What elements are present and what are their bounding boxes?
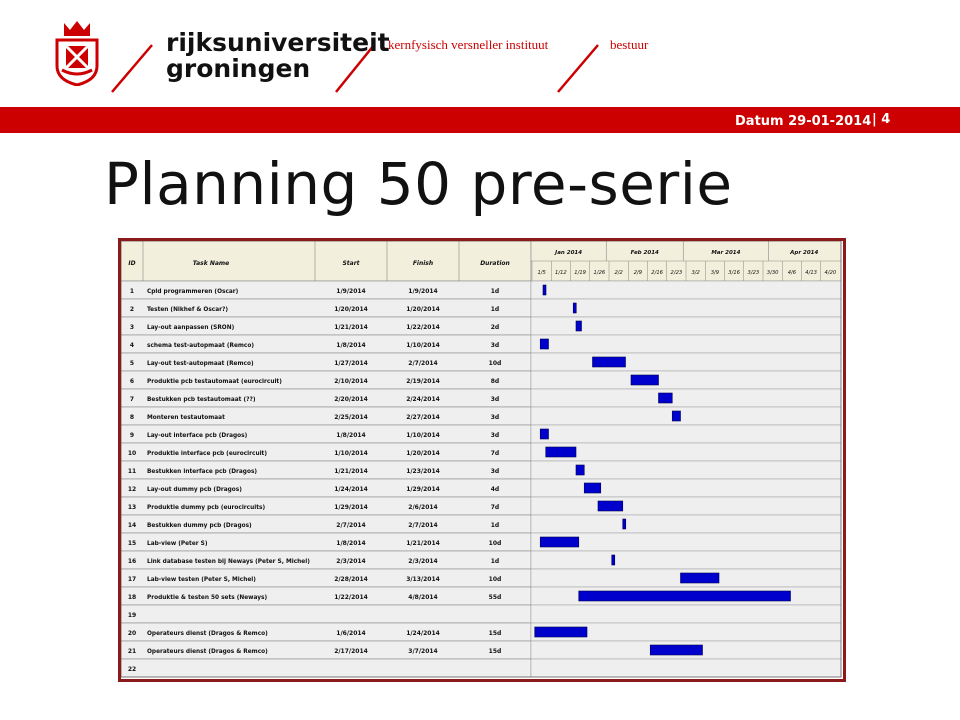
task-id: 15 [127, 540, 137, 547]
gantt-week-label: 2/23 [670, 270, 683, 276]
task-finish: 1/10/2014 [406, 432, 440, 439]
gantt-row-track [531, 515, 841, 533]
task-start: 2/10/2014 [334, 378, 368, 385]
gantt-week-label: 3/23 [747, 270, 760, 276]
task-finish: 1/22/2014 [406, 324, 440, 331]
task-id: 21 [127, 648, 137, 655]
task-duration: 10d [488, 540, 502, 547]
gantt-row-track [531, 479, 841, 497]
task-start: 1/6/2014 [336, 630, 366, 637]
task-duration: 4d [490, 486, 500, 493]
task-name: Operateurs dienst (Dragos & Remco) [147, 649, 268, 655]
gantt-week-label: 1/5 [537, 270, 546, 276]
task-start: 1/24/2014 [334, 486, 368, 493]
task-id: 2 [129, 306, 135, 313]
task-duration: 1d [490, 522, 500, 529]
gantt-week-label: 1/19 [574, 270, 586, 276]
task-finish: 1/23/2014 [406, 468, 440, 475]
task-id: 10 [127, 450, 137, 457]
task-id: 8 [129, 414, 135, 421]
section-link[interactable]: bestuur [610, 37, 649, 52]
task-start: 2/28/2014 [334, 576, 368, 583]
task-start: 2/17/2014 [334, 648, 368, 655]
task-name: Bestukken pcb testautomaat (??) [147, 397, 256, 403]
task-start: 1/27/2014 [334, 360, 368, 367]
gantt-week-label: 3/30 [766, 270, 779, 276]
task-finish: 2/27/2014 [406, 414, 440, 421]
task-duration: 3d [490, 342, 500, 349]
gantt-bar [573, 303, 576, 313]
task-finish: 1/29/2014 [406, 486, 440, 493]
task-duration: 1d [490, 306, 500, 313]
gantt-column-header: Duration [480, 260, 510, 267]
task-id: 11 [127, 468, 137, 475]
task-duration: 10d [488, 360, 502, 367]
task-name: Bestukken dummy pcb (Dragos) [147, 523, 252, 529]
task-duration: 1d [490, 558, 500, 565]
task-finish: 3/7/2014 [408, 648, 438, 655]
gantt-row-track [531, 443, 841, 461]
gantt-bar [650, 645, 702, 655]
university-name-line1: rijksuniversiteit [166, 28, 390, 57]
task-name: Produktie & testen 50 sets (Neways) [147, 595, 268, 601]
task-finish: 1/10/2014 [406, 342, 440, 349]
task-finish: 1/20/2014 [406, 306, 440, 313]
gantt-week-label: 4/6 [787, 270, 797, 276]
task-start: 1/10/2014 [334, 450, 368, 457]
table-row [121, 659, 531, 677]
gantt-bar [631, 375, 659, 385]
gantt-week-label: 4/13 [805, 270, 817, 276]
task-finish: 3/13/2014 [406, 576, 440, 583]
task-finish: 2/6/2014 [408, 504, 438, 511]
task-name: Link database testen bij Neways (Peter S, Michel) [147, 559, 310, 565]
slide-date: Datum 29-01-2014 [735, 114, 872, 129]
task-start: 1/21/2014 [334, 324, 368, 331]
gantt-bar [681, 573, 720, 583]
task-name: Testen (Nikhef & Oscar?) [147, 307, 229, 313]
gantt-column-header: Finish [412, 260, 434, 267]
task-start: 1/22/2014 [334, 594, 368, 601]
task-duration: 3d [490, 414, 500, 421]
table-row [121, 605, 531, 623]
task-name: Produktie dummy pcb (eurocircuits) [147, 505, 266, 511]
department-link[interactable]: kernfysisch versneller instituut [388, 37, 549, 52]
gantt-bar [546, 447, 576, 457]
gantt-bar [612, 555, 615, 565]
gantt-week-label: 3/2 [691, 270, 700, 276]
task-id: 3 [129, 324, 135, 331]
gantt-week-label: 4/20 [824, 270, 837, 276]
task-id: 1 [129, 288, 135, 295]
gantt-bar [535, 627, 587, 637]
gantt-week-label: 2/9 [633, 270, 643, 276]
task-duration: 3d [490, 432, 500, 439]
gantt-row-track [531, 389, 841, 407]
task-duration: 15d [488, 648, 502, 655]
task-name: Lay-out test-autopmaat (Remco) [147, 361, 254, 367]
task-id: 17 [127, 576, 137, 583]
task-name: Lay-out interface pcb (Dragos) [147, 433, 248, 439]
task-finish: 1/9/2014 [408, 288, 438, 295]
task-start: 1/20/2014 [334, 306, 368, 313]
task-duration: 3d [490, 468, 500, 475]
gantt-row-track [531, 551, 841, 569]
task-name: Produktie pcb testautomaat (eurocircuit) [147, 379, 282, 385]
task-id: 18 [127, 594, 137, 601]
gantt-bar [659, 393, 673, 403]
task-start: 2/7/2014 [336, 522, 366, 529]
task-id: 12 [127, 486, 137, 493]
task-id: 9 [129, 432, 135, 439]
task-name: Operateurs dienst (Dragos & Remco) [147, 631, 268, 637]
task-finish: 1/20/2014 [406, 450, 440, 457]
gantt-bar [576, 465, 584, 475]
task-finish: 4/8/2014 [408, 594, 438, 601]
university-name-line2: groningen [166, 54, 311, 83]
university-name [166, 30, 390, 82]
gantt-bar [623, 519, 626, 529]
gantt-month-label: Apr 2014 [790, 250, 819, 256]
task-finish: 1/21/2014 [406, 540, 440, 547]
gantt-bar [584, 483, 601, 493]
task-start: 1/8/2014 [336, 432, 366, 439]
gantt-week-label: 2/16 [651, 270, 663, 276]
task-start: 2/25/2014 [334, 414, 368, 421]
task-finish: 2/19/2014 [406, 378, 440, 385]
header-divider-slashes [0, 0, 960, 107]
task-duration: 55d [488, 594, 502, 601]
gantt-month-label: Jan 2014 [555, 250, 583, 256]
task-finish: 2/7/2014 [408, 522, 438, 529]
gantt-month-label: Feb 2014 [630, 250, 659, 256]
task-name: schema test-autopmaat (Remco) [147, 343, 254, 349]
gantt-week-label: 3/16 [728, 270, 740, 276]
gantt-row-track [531, 335, 841, 353]
task-duration: 8d [490, 378, 500, 385]
task-id: 5 [129, 360, 135, 367]
task-duration: 10d [488, 576, 502, 583]
gantt-row-track [531, 659, 841, 677]
task-name: Lay-out aanpassen (SRON) [147, 325, 235, 331]
gantt-bar [540, 537, 579, 547]
task-duration: 15d [488, 630, 502, 637]
task-finish: 2/3/2014 [408, 558, 438, 565]
task-start: 2/20/2014 [334, 396, 368, 403]
gantt-row-track [531, 371, 841, 389]
gantt-column-header: Task Name [192, 260, 230, 267]
gantt-bar [543, 285, 546, 295]
gantt-bar [576, 321, 582, 331]
task-id: 19 [127, 612, 137, 619]
gantt-bar [598, 501, 623, 511]
gantt-month-label: Mar 2014 [711, 250, 741, 256]
task-start: 1/29/2014 [334, 504, 368, 511]
task-finish: 2/7/2014 [408, 360, 438, 367]
gantt-bar [593, 357, 626, 367]
task-start: 2/3/2014 [336, 558, 366, 565]
task-name: Lab-view testen (Peter S, Michel) [147, 577, 256, 583]
task-duration: 1d [490, 288, 500, 295]
page-number: | 4 [872, 112, 891, 127]
task-id: 16 [127, 558, 137, 565]
task-id: 4 [129, 342, 135, 349]
task-name: Produktie interface pcb (eurocircuit) [147, 451, 267, 457]
gantt-chart-frame [118, 238, 846, 682]
gantt-week-label: 1/26 [593, 270, 606, 276]
task-duration: 2d [490, 324, 500, 331]
task-name: Lab-view (Peter S) [147, 541, 208, 547]
gantt-row-track [531, 425, 841, 443]
gantt-week-label: 3/9 [710, 270, 720, 276]
gantt-row-track [531, 605, 841, 623]
task-duration: 3d [490, 396, 500, 403]
task-id: 13 [127, 504, 137, 511]
task-start: 1/8/2014 [336, 540, 366, 547]
gantt-row-track [531, 353, 841, 371]
task-start: 1/21/2014 [334, 468, 368, 475]
task-name: Lay-out dummy pcb (Dragos) [147, 487, 242, 493]
task-start: 1/8/2014 [336, 342, 366, 349]
gantt-column-header: Start [342, 260, 360, 267]
task-duration: 7d [490, 504, 500, 511]
page-number-value: 4 [881, 112, 891, 127]
gantt-row-track [531, 299, 841, 317]
task-id: 6 [129, 378, 135, 385]
task-id: 22 [127, 666, 137, 673]
gantt-row-track [531, 281, 841, 299]
task-name: Monteren testautomaat [147, 415, 225, 421]
task-duration: 7d [490, 450, 500, 457]
gantt-bar [540, 339, 548, 349]
task-id: 20 [127, 630, 137, 637]
gantt-bar [579, 591, 791, 601]
gantt-row-track [531, 497, 841, 515]
gantt-bar [540, 429, 548, 439]
gantt-header-bg [121, 241, 531, 281]
gantt-week-label: 1/12 [555, 270, 567, 276]
gantt-bar [672, 411, 680, 421]
gantt-week-label: 2/2 [614, 270, 623, 276]
gantt-column-header: ID [128, 260, 136, 267]
gantt-chart [121, 241, 843, 679]
task-finish: 2/24/2014 [406, 396, 440, 403]
task-id: 14 [127, 522, 137, 529]
gantt-row-track [531, 407, 841, 425]
task-finish: 1/24/2014 [406, 630, 440, 637]
task-start: 1/9/2014 [336, 288, 366, 295]
task-id: 7 [129, 396, 135, 403]
task-name: Cpld programmeren (Oscar) [147, 289, 239, 295]
slide-title: Planning 50 pre-serie [104, 150, 733, 218]
task-name: Bestukken interface pcb (Dragos) [147, 469, 258, 475]
